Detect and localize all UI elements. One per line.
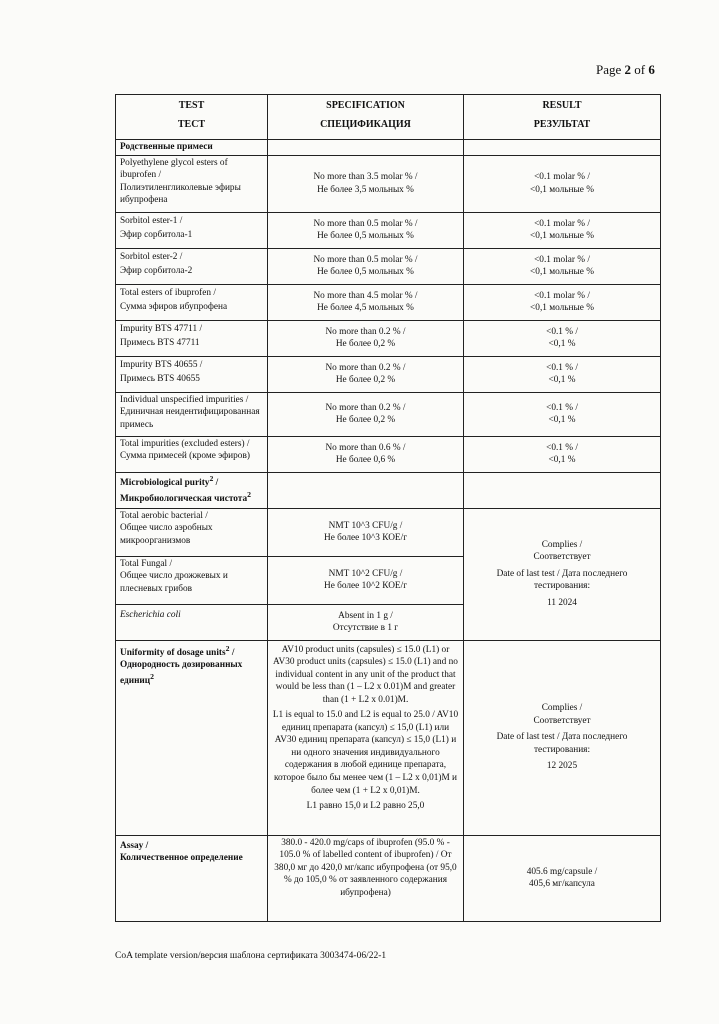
table-row	[116, 835, 661, 921]
table-row: Total esters of ibuprofen / Сумма эфиров ибупрофена No more than 4.5 molar % / Не более 4,5 мольных % <0.1 molar % / <0,1 мольные %	[116, 284, 661, 320]
micro-result: Complies / Соответствует Date of last test / Дата последнего тестирования: 11 2024	[464, 508, 661, 640]
table-row: Individual unspecified impurities / Единичная неидентифицированная примесь No more than 0.2 % / Не более 0,2 % <0.1 % / <0,1 %	[116, 392, 661, 436]
table-row: Escherichia coli Absent in 1 g / Отсутствие в 1 г	[116, 604, 661, 640]
section-row	[116, 140, 661, 156]
table-row: Total aerobic bacterial / Общее число аэробных микроорганизмов NMT 10^3 CFU/g / Не более 10^3 КОЕ/г Complies / Соответствует Date of last test / Дата последнего тестирования: 11 2024	[116, 508, 661, 556]
table-row: Total Fungal / Общее число дрожжевых и плесневых грибов NMT 10^2 CFU/g / Не более 10^2 КОЕ/г	[116, 556, 661, 604]
header-test: TEST ТЕСТ	[116, 95, 268, 140]
footer-template-version: CoA template version/версия шаблона сертификата 3003474-06/22-1	[115, 951, 387, 961]
section-row	[116, 472, 661, 508]
uniformity-heading: Uniformity of dosage units$^2$ / Однородность дозированных единиц$^2$	[116, 640, 268, 835]
related-impurities-heading: Родственные примеси	[116, 140, 268, 156]
table-row: Sorbitol ester-2 / Эфир сорбитола-2 No more than 0.5 molar % / Не более 0,5 мольных % <0.1 molar % / <0,1 мольные %	[116, 248, 661, 284]
table-row: Total impurities (excluded esters) / Сумма примесей (кроме эфиров) No more than 0.6 % / Не более 0,6 % <0.1 % / <0,1 %	[116, 436, 661, 472]
header-specification: SPECIFICATION СПЕЦИФИКАЦИЯ	[268, 95, 464, 140]
uniformity-spec: AV10 product units (capsules) ≤ 15.0 (L1) or AV30 product units (capsules) ≤ 15.0 (L1) and no individual content in any unit of the product that would be less than (1 – L2 x 0.01)M and greater than (1 + L2 x 0.01)M. L1 is equal to 15.0 and L2 is equal to 25.0 / AV10 единиц препарата (капсул) ≤ 15,0 (L1) или AV30 единиц препарата (капсул) ≤ 15,0 (L1) и ни одного значения индивидуального содержания в любой единице препарата, которое было бы менее чем (1 – L2 x 0,01)M и более чем (1 + L2 x 0,01)M. L1 равно 15,0 и L2 равно 25,0	[268, 640, 464, 835]
table-row	[116, 640, 661, 835]
uniformity-result: Complies / Соответствует Date of last test / Дата последнего тестирования: 12 2025	[464, 640, 661, 835]
table-row: Sorbitol ester-1 / Эфир сорбитола-1 No more than 0.5 molar % / Не более 0,5 мольных % <0.1 molar % / <0,1 мольные %	[116, 212, 661, 248]
micro-heading: Microbiological purity$^2$ / Микробиологическая чистота$^2$	[116, 472, 268, 508]
header-result: RESULT РЕЗУЛЬТАТ	[464, 95, 661, 140]
results-table	[115, 94, 661, 922]
page-number: Page 2 of 6	[596, 62, 655, 77]
table-row: Polyethylene glycol esters of ibuprofen / Полиэтиленгликолевые эфиры ибупрофена No more than 3.5 molar % / Не более 3,5 мольных % <0.1 molar % / <0,1 мольные %	[116, 155, 661, 212]
assay-result: 405.6 mg/capsule / 405,6 мг/капсула	[464, 835, 661, 921]
table-row: Impurity BTS 47711 / Примесь BTS 47711 No more than 0.2 % / Не более 0,2 % <0.1 % / <0,1 %	[116, 320, 661, 356]
assay-spec: 380.0 - 420.0 mg/caps of ibuprofen (95.0 % - 105.0 % of labelled content of ibuprofen) / От 380,0 мг до 420,0 мг/капс ибупрофена (от 95,0 % до 105,0 % от заявленного содержания ибупрофена)	[268, 835, 464, 921]
table-row: Impurity BTS 40655 / Примесь BTS 40655 No more than 0.2 % / Не более 0,2 % <0.1 % / <0,1 %	[116, 356, 661, 392]
table-header-row	[116, 95, 661, 140]
assay-heading: Assay / Количественное определение	[116, 835, 268, 921]
